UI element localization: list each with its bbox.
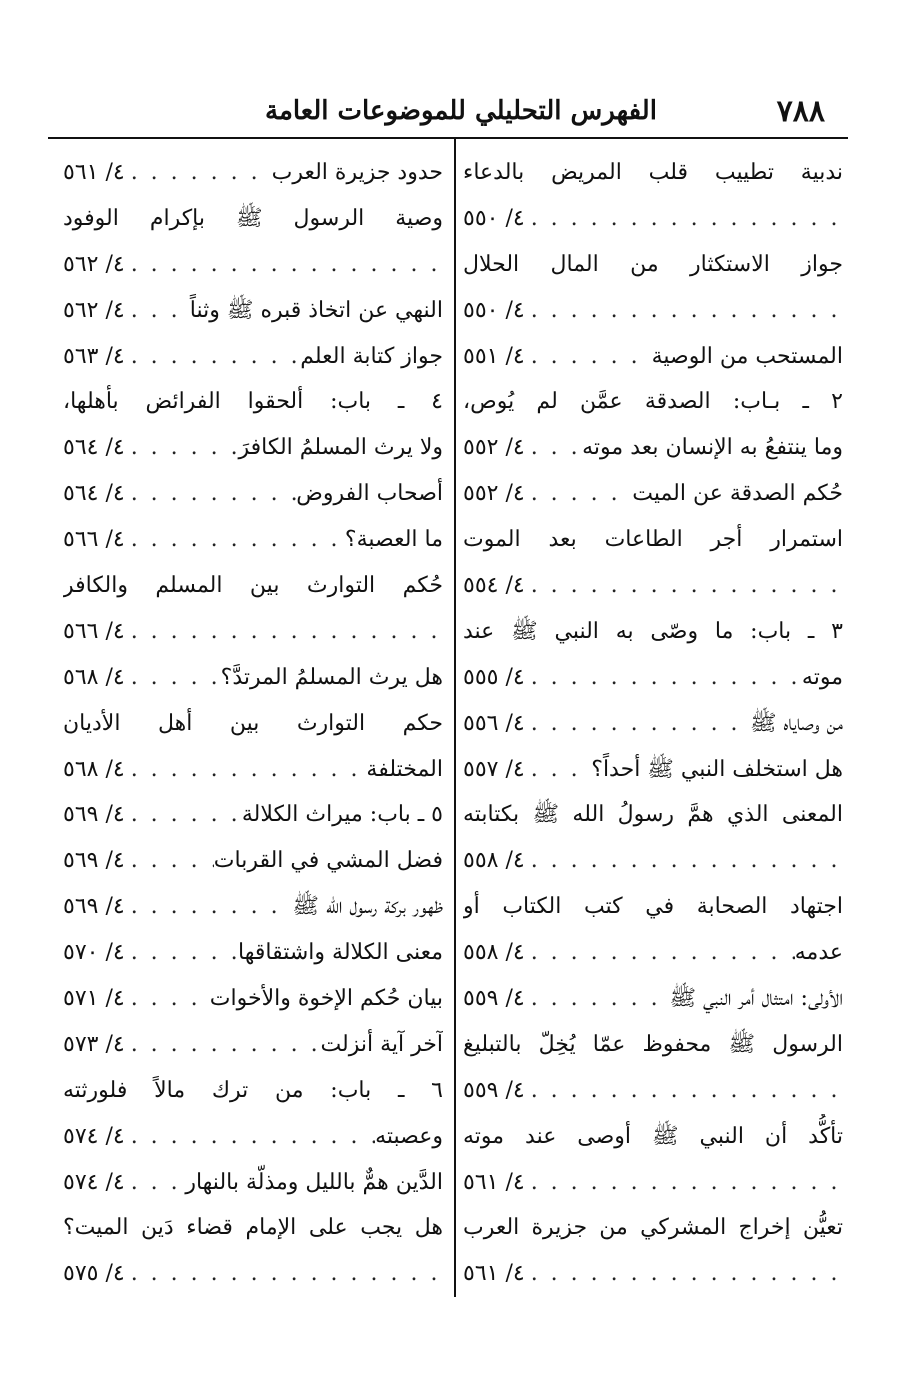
entry-page-ref: ٤/ ٥٥٠ — [463, 297, 525, 323]
index-entry-line — [463, 1114, 843, 1160]
entry-page-ref: ٤/ ٥٦٤ — [63, 435, 125, 461]
entry-title: من وصاياه ﷺ — [749, 710, 843, 736]
entry-title: فضل المشي في القربات — [213, 848, 443, 874]
index-entry-line — [463, 976, 843, 1022]
entry-title: ٢ ـ بـاب: الصدقة عمَّن لم يُوص، — [463, 389, 843, 415]
leader-dots — [125, 483, 297, 505]
index-entry-line — [63, 655, 443, 701]
leader-dots — [125, 1034, 321, 1056]
entry-title: جواز كتابة العلم — [300, 343, 443, 369]
entry-page-ref: ٤/ ٥٧٣ — [63, 1031, 125, 1057]
leader-dots — [525, 300, 843, 322]
entry-title: ٤ ـ باب: ألحقوا الفرائض بأهلها، — [63, 389, 443, 415]
index-entry-line — [63, 701, 443, 747]
entry-title: هل يرث المسلمُ المرتدَّ؟ — [220, 664, 443, 690]
entry-page-ref: ٤/ ٥٧٠ — [63, 940, 125, 966]
entry-title: الأولى: امتثال أمر النبي ﷺ — [669, 985, 843, 1011]
index-entry-line — [463, 379, 843, 425]
leader-dots — [125, 254, 443, 276]
entry-title: ما العصبة؟ — [344, 527, 443, 553]
index-entry-line — [463, 471, 843, 517]
leader-dots — [125, 162, 272, 184]
index-entry-line — [463, 1160, 843, 1206]
entry-page-ref: ٤/ ٥٥٦ — [463, 710, 525, 736]
entry-title: وعصبته — [375, 1123, 443, 1149]
leader-dots — [125, 667, 221, 689]
entry-title: حكم التوارث بين أهل الأديان — [63, 710, 443, 736]
entry-title: معنى الكلالة واشتقاقها — [238, 940, 443, 966]
index-entry-line — [63, 1251, 443, 1297]
entry-page-ref: ٤/ ٥٦١ — [63, 159, 125, 185]
entry-page-ref: ٤/ ٥٧١ — [63, 985, 125, 1011]
index-entry-line — [63, 1068, 443, 1114]
entry-title: وصية الرسول ﷺ بإكرام الوفود — [63, 205, 443, 231]
entry-page-ref: ٤/ ٥٥٢ — [463, 481, 525, 507]
index-entry-line — [463, 1022, 843, 1068]
entry-title: المستحب من الوصية — [651, 343, 843, 369]
index-column-right — [463, 150, 843, 1297]
entry-page-ref: ٤/ ٥٥٥ — [463, 664, 525, 690]
index-entry-line — [63, 1022, 443, 1068]
leader-dots — [525, 942, 795, 964]
index-entry-line — [63, 747, 443, 793]
entry-title: جواز الاستكثار من المال الحلال — [463, 251, 843, 277]
entry-page-ref: ٤/ ٥٥٩ — [463, 985, 525, 1011]
index-entry-line — [63, 517, 443, 563]
entry-page-ref: ٤/ ٥٥٤ — [463, 572, 525, 598]
index-entry-line — [463, 747, 843, 793]
index-entry-line — [63, 609, 443, 655]
index-column-left — [63, 150, 443, 1297]
leader-dots — [525, 1263, 843, 1285]
entry-page-ref: ٤/ ٥٧٤ — [63, 1123, 125, 1149]
index-entry-line — [63, 563, 443, 609]
index-entry-line — [463, 1068, 843, 1114]
index-entry-line — [463, 655, 843, 701]
entry-title: ظهور بركة رسول الله ﷺ — [292, 894, 443, 920]
index-entry-line — [63, 150, 443, 196]
leader-dots — [125, 759, 367, 781]
leader-dots — [525, 483, 633, 505]
entry-title: ولا يرث المسلمُ الكافرَ — [238, 435, 443, 461]
entry-page-ref: ٤/ ٥٦١ — [463, 1261, 525, 1287]
leader-dots — [525, 346, 652, 368]
index-entry-line — [463, 701, 843, 747]
entry-page-ref: ٤/ ٥٥٩ — [463, 1077, 525, 1103]
index-entry-line — [63, 792, 443, 838]
entry-page-ref: ٤/ ٥٥٨ — [463, 940, 525, 966]
entry-title: موته — [801, 664, 843, 690]
leader-dots — [125, 621, 443, 643]
index-entry-line — [463, 563, 843, 609]
index-entry-line — [63, 1114, 443, 1160]
index-entry-line — [63, 930, 443, 976]
entry-title: المختلفة — [366, 756, 443, 782]
index-entry-line — [463, 150, 843, 196]
index-entry-line — [63, 334, 443, 380]
entry-title: آخر آية أنزلت — [320, 1031, 443, 1057]
leader-dots — [525, 437, 582, 459]
entry-title: تأكُّد أن النبي ﷺ أوصى عند موته — [463, 1123, 843, 1149]
leader-dots — [125, 437, 239, 459]
index-entry-line — [63, 976, 443, 1022]
index-entry-line — [63, 838, 443, 884]
entry-title: وما ينتفعُ به الإنسان بعد موته — [582, 435, 843, 461]
leader-dots — [525, 1172, 843, 1194]
entry-title: ٦ ـ باب: من ترك مالاً فلورثته — [63, 1077, 443, 1103]
entry-title: بيان حُكم الإخوة والأخوات — [209, 985, 443, 1011]
entry-title: النهي عن اتخاذ قبره ﷺ وثناً — [189, 297, 443, 323]
entry-page-ref: ٤/ ٥٥٢ — [463, 435, 525, 461]
entry-page-ref: ٤/ ٥٦٤ — [63, 481, 125, 507]
leader-dots — [525, 988, 670, 1010]
running-title: الفهرس التحليلي للموضوعات العامة — [265, 96, 657, 126]
entry-page-ref: ٤/ ٥٥١ — [463, 343, 525, 369]
index-entry-line — [63, 471, 443, 517]
index-entry-line — [63, 379, 443, 425]
entry-title: استمرار أجر الطاعات بعد الموت — [463, 527, 843, 553]
leader-dots — [525, 850, 843, 872]
entry-title: ندبية تطييب قلب المريض بالدعاء — [463, 159, 843, 185]
leader-dots — [525, 713, 750, 735]
entry-title: ٣ ـ باب: ما وصّى به النبي ﷺ عند — [463, 618, 843, 644]
index-entry-line — [463, 1251, 843, 1297]
entry-title: عدمه — [794, 940, 843, 966]
entry-title: حُكم التوارث بين المسلم والكافر — [63, 572, 443, 598]
entry-title: هل استخلف النبي ﷺ أحداً؟ — [591, 756, 843, 782]
header-rule — [48, 137, 848, 139]
index-entry-line — [463, 838, 843, 884]
index-entry-line — [463, 517, 843, 563]
entry-title: تعيُّن إخراج المشركي من جزيرة العرب — [463, 1215, 843, 1241]
entry-title: حدود جزيرة العرب — [271, 159, 443, 185]
index-entry-line — [463, 1205, 843, 1251]
entry-page-ref: ٤/ ٥٥٨ — [463, 848, 525, 874]
entry-title: اجتهاد الصحابة في كتب الكتاب أو — [463, 894, 843, 920]
index-entry-line — [63, 288, 443, 334]
index-entry-line — [63, 242, 443, 288]
index-entry-line — [463, 792, 843, 838]
entry-page-ref: ٤/ ٥٦٦ — [63, 618, 125, 644]
entry-page-ref: ٤/ ٥٦٩ — [63, 848, 125, 874]
index-entry-line — [463, 334, 843, 380]
leader-dots — [525, 667, 802, 689]
leader-dots — [125, 1126, 375, 1148]
leader-dots — [525, 575, 843, 597]
index-entry-line — [463, 242, 843, 288]
entry-page-ref: ٤/ ٥٧٥ — [63, 1261, 125, 1287]
index-entry-line — [63, 1205, 443, 1251]
entry-page-ref: ٤/ ٥٦٢ — [63, 297, 125, 323]
entry-title: ٥ ـ باب: ميراث الكلالة — [241, 802, 443, 828]
index-entry-line — [463, 425, 843, 471]
index-entry-line — [463, 930, 843, 976]
entry-title: هل يجب على الإمام قضاء دَين الميت؟ — [63, 1215, 443, 1241]
leader-dots — [125, 346, 301, 368]
index-entry-line — [63, 1160, 443, 1206]
index-entry-line — [63, 425, 443, 471]
entry-page-ref: ٤/ ٥٦٢ — [63, 251, 125, 277]
leader-dots — [125, 1263, 443, 1285]
page-header — [265, 86, 825, 136]
entry-page-ref: ٤/ ٥٧٤ — [63, 1169, 125, 1195]
entry-page-ref: ٤/ ٥٦١ — [463, 1169, 525, 1195]
leader-dots — [525, 1080, 843, 1102]
leader-dots — [125, 1172, 186, 1194]
leader-dots — [525, 208, 843, 230]
entry-page-ref: ٤/ ٥٦٨ — [63, 664, 125, 690]
entry-page-ref: ٤/ ٥٦٣ — [63, 343, 125, 369]
entry-page-ref: ٤/ ٥٥٧ — [463, 756, 525, 782]
entry-title: الدَّين همٌّ بالليل ومذلّة بالنهار — [185, 1169, 443, 1195]
index-entry-line — [463, 288, 843, 334]
leader-dots — [125, 988, 210, 1010]
entry-title: أصحاب الفروض — [296, 481, 443, 507]
entry-page-ref: ٤/ ٥٦٦ — [63, 527, 125, 553]
page-number: ٧٨٨ — [776, 93, 825, 129]
index-entry-line — [463, 609, 843, 655]
leader-dots — [125, 300, 190, 322]
leader-dots — [125, 529, 345, 551]
index-entry-line — [63, 196, 443, 242]
index-entry-line — [463, 196, 843, 242]
entry-title: المعنى الذي همَّ رسولُ الله ﷺ بكتابته — [463, 802, 843, 828]
index-entry-line — [63, 884, 443, 930]
leader-dots — [525, 759, 592, 781]
entry-page-ref: ٤/ ٥٦٨ — [63, 756, 125, 782]
entry-title: الرسول ﷺ محفوظ عمّا يُخِلّ بالتبليغ — [463, 1031, 843, 1057]
leader-dots — [125, 942, 238, 964]
entry-page-ref: ٤/ ٥٥٠ — [463, 205, 525, 231]
entry-page-ref: ٤/ ٥٦٩ — [63, 802, 125, 828]
entry-page-ref: ٤/ ٥٦٩ — [63, 894, 125, 920]
entry-title: حُكم الصدقة عن الميت — [632, 481, 843, 507]
index-entry-line — [463, 884, 843, 930]
leader-dots — [125, 804, 242, 826]
column-divider — [454, 139, 456, 1297]
leader-dots — [125, 850, 214, 872]
leader-dots — [125, 896, 293, 918]
